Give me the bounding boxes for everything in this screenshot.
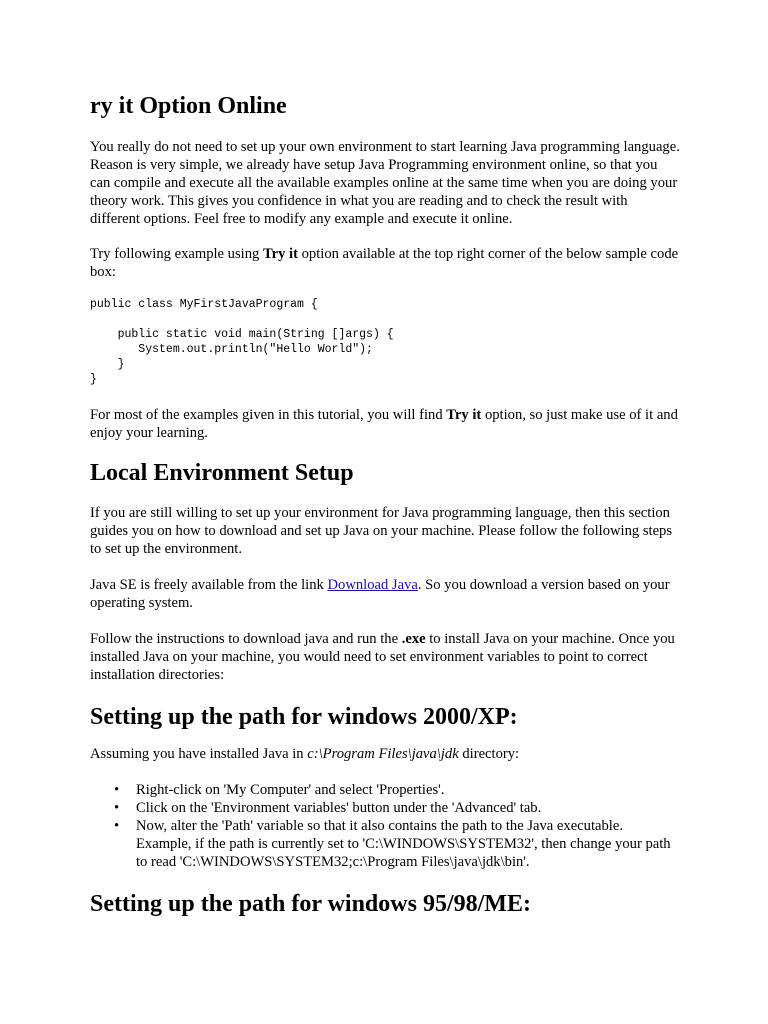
text-fragment: Follow the instructions to download java and run the xyxy=(90,631,402,647)
list-item xyxy=(90,817,680,871)
bullet-icon: • xyxy=(114,782,120,798)
list-item-text: Now, alter the 'Path' variable so that it also contains the path to the Java executable. Example, if the path is currently set to 'C:\WINDOWS\SYSTEM32', then change your path to read 'C:\WINDOWS\SYSTEM32;c:\Program Files\java\jdk\bin'. xyxy=(136,818,671,870)
text-fragment: Java SE is freely available from the link xyxy=(90,577,328,593)
code-block-my-first-java-program: public class MyFirstJavaProgram { public static void main(String []args) { System.out.println("Hello World"); } } xyxy=(90,298,394,386)
text-fragment: For most of the examples given in this tutorial, you will find xyxy=(90,407,447,423)
text-fragment: to install Java on your machine. Once you installed Java on your machine, you would need to set environment variables to point to correct installation directories: xyxy=(90,631,675,683)
paragraph-most-examples-try-it xyxy=(90,406,680,442)
italic-install-path: c:\Program Files\java\jdk xyxy=(307,746,459,762)
paragraph-try-it-intro: You really do not need to set up your own environment to start learning Java programming language. Reason is very simple, we already have setup Java Programming environment online, so that you can compile and execute all the available examples online at the same time when you are doing your theory work. This gives you confidence in what you are reading and to check the result with different options. Feel free to modify any example and execute it online. xyxy=(90,139,680,227)
paragraph-local-env-intro: If you are still willing to set up your environment for Java programming language, then this section guides you on how to download and set up Java on your machine. Please follow the following steps to set up the environment. xyxy=(90,505,673,557)
bullet-icon: • xyxy=(114,818,120,834)
text-fragment: option, so just make use of it and enjoy your learning. xyxy=(90,407,678,441)
bold-exe: .exe xyxy=(401,631,426,647)
text-fragment: option available at the top right corner of the below sample code box: xyxy=(90,246,679,280)
bold-try-it: Try it xyxy=(262,246,298,262)
paragraph-java-se-download xyxy=(90,576,680,612)
text-fragment: directory: xyxy=(458,746,520,762)
paragraph-try-following-example xyxy=(90,245,680,281)
heading-path-windows-95-98-me: Setting up the path for windows 95/98/ME: xyxy=(90,891,531,917)
list-item-text: Right-click on 'My Computer' and select 'Properties'. xyxy=(136,782,445,798)
text-fragment: . So you download a version based on your operating system. xyxy=(90,577,670,611)
list-item xyxy=(90,799,680,817)
text-fragment: Assuming you have installed Java in xyxy=(90,746,308,762)
list-item xyxy=(90,781,680,799)
bold-try-it: Try it xyxy=(446,407,482,423)
bullet-icon: • xyxy=(114,800,120,816)
heading-local-environment-setup: Local Environment Setup xyxy=(90,460,354,486)
text-fragment: Try following example using xyxy=(90,246,263,262)
list-item-text: Click on the 'Environment variables' button under the 'Advanced' tab. xyxy=(136,800,542,816)
paragraph-follow-instructions xyxy=(90,630,680,684)
heading-try-it-option-online: ry it Option Online xyxy=(90,93,287,119)
paragraph-assuming-installed xyxy=(90,745,680,763)
heading-path-windows-2000-xp: Setting up the path for windows 2000/XP: xyxy=(90,704,518,730)
download-java-link[interactable]: Download Java xyxy=(327,577,418,593)
steps-list-windows-2000-xp xyxy=(90,781,680,871)
